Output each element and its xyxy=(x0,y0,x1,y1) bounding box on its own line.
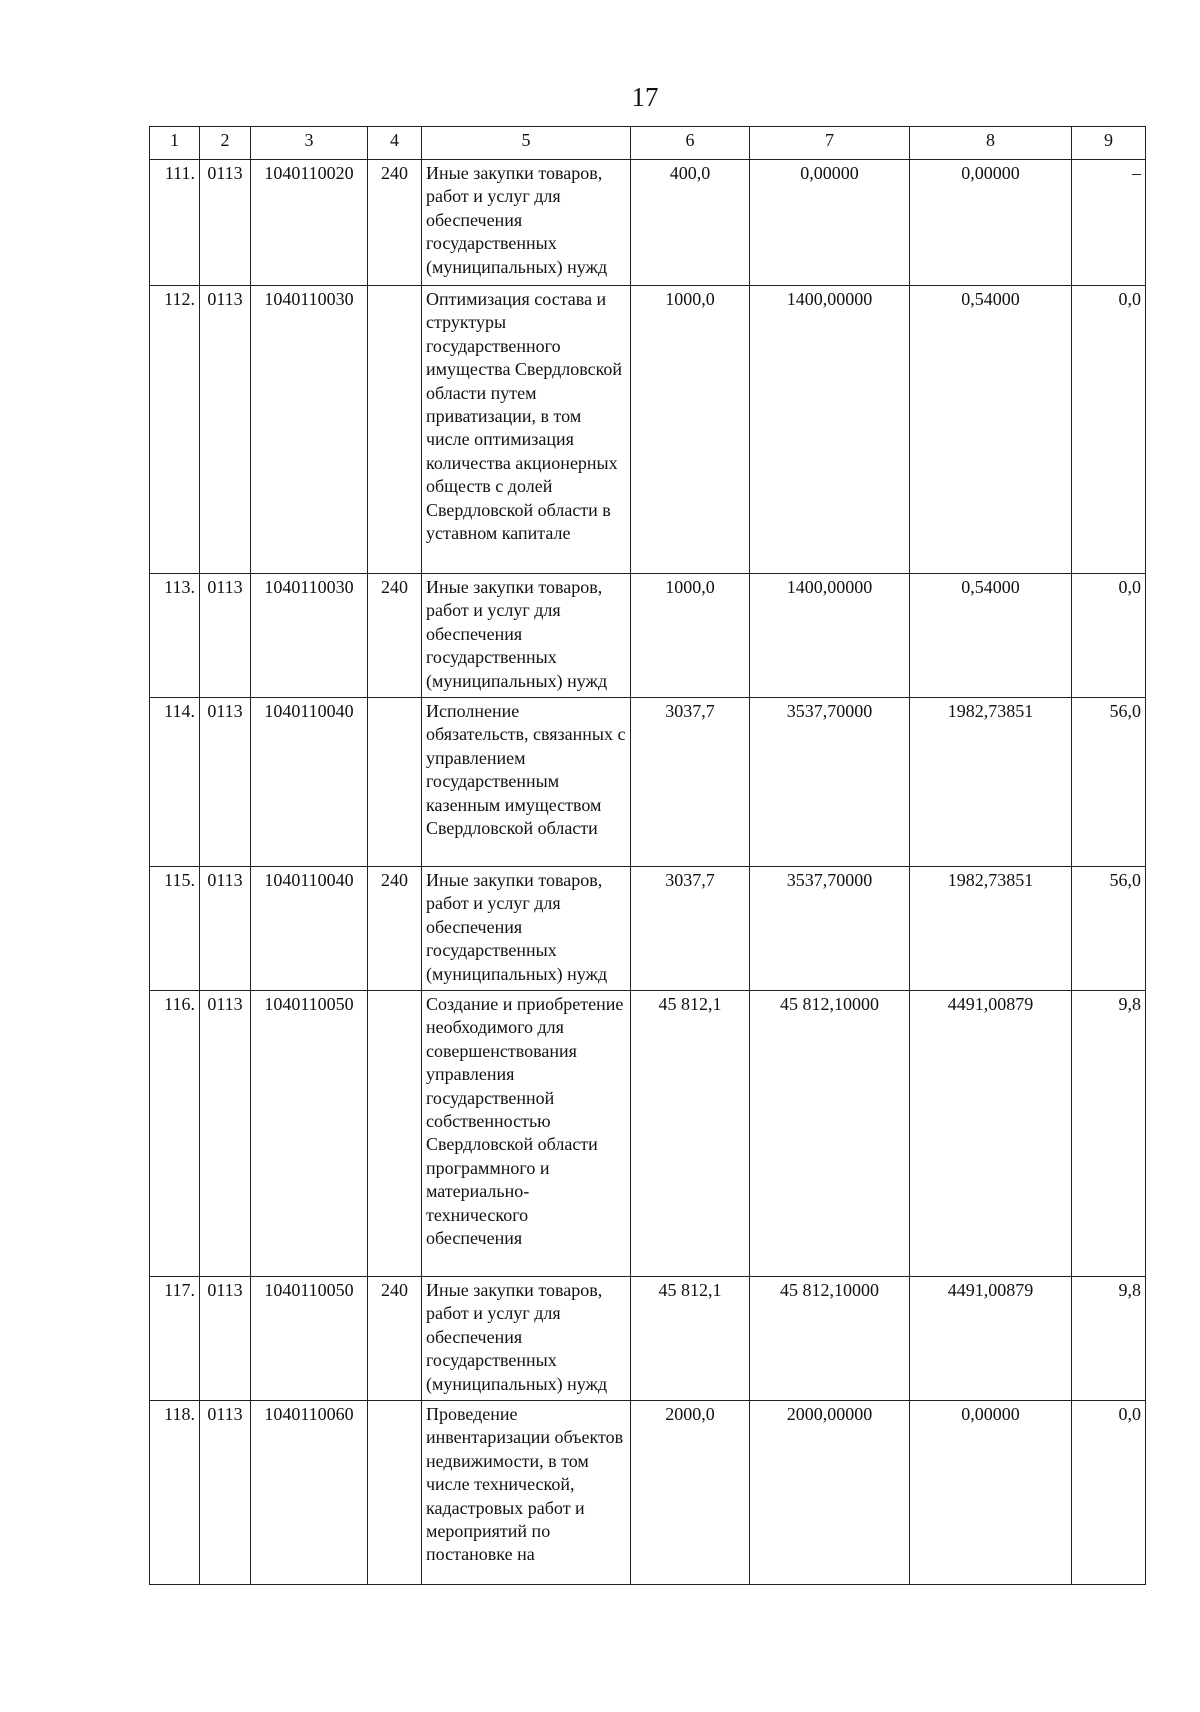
approved-value: 45 812,10000 xyxy=(750,1277,910,1401)
section-code: 0113 xyxy=(200,286,251,574)
executed-value: 0,00000 xyxy=(910,1401,1072,1585)
section-code: 0113 xyxy=(200,698,251,867)
expense-type xyxy=(368,991,422,1277)
description: Проведение инвентаризации объектов недвижимости, в том числе технической, кадастровых работ и мероприятий по постановке на xyxy=(422,1401,631,1585)
description: Иные закупки товаров, работ и услуг для обеспечения государственных (муниципальных) нужд xyxy=(422,1277,631,1401)
approved-value: 45 812,10000 xyxy=(750,991,910,1277)
table-header-row xyxy=(150,127,1146,160)
description: Оптимизация состава и структуры государственного имущества Свердловской области путем приватизации, в том числе оптимизация количества акционерных обществ с долей Свердловской области в уставном капитале xyxy=(422,286,631,574)
table-row xyxy=(150,991,1146,1277)
column-header: 3 xyxy=(251,127,368,160)
approved-value: 1400,00000 xyxy=(750,286,910,574)
description: Иные закупки товаров, работ и услуг для обеспечения государственных (муниципальных) нужд xyxy=(422,160,631,286)
plan-value: 45 812,1 xyxy=(631,991,750,1277)
percent-value: 9,8 xyxy=(1072,991,1146,1277)
row-number: 114. xyxy=(150,698,200,867)
percent-value: 56,0 xyxy=(1072,867,1146,991)
target-code: 1040110050 xyxy=(251,1277,368,1401)
expense-type: 240 xyxy=(368,574,422,698)
executed-value: 0,00000 xyxy=(910,160,1072,286)
expense-type: 240 xyxy=(368,1277,422,1401)
description: Создание и приобретение необходимого для совершенствования управления государственной собственностью Свердловской области программного и материально-технического обеспечения xyxy=(422,991,631,1277)
approved-value: 0,00000 xyxy=(750,160,910,286)
executed-value: 1982,73851 xyxy=(910,698,1072,867)
target-code: 1040110030 xyxy=(251,574,368,698)
target-code: 1040110020 xyxy=(251,160,368,286)
section-code: 0113 xyxy=(200,1277,251,1401)
plan-value: 1000,0 xyxy=(631,574,750,698)
table-row xyxy=(150,574,1146,698)
table-row xyxy=(150,1401,1146,1585)
percent-value: 0,0 xyxy=(1072,286,1146,574)
approved-value: 3537,70000 xyxy=(750,698,910,867)
description: Иные закупки товаров, работ и услуг для обеспечения государственных (муниципальных) нужд xyxy=(422,574,631,698)
plan-value: 45 812,1 xyxy=(631,1277,750,1401)
section-code: 0113 xyxy=(200,574,251,698)
plan-value: 2000,0 xyxy=(631,1401,750,1585)
column-header: 2 xyxy=(200,127,251,160)
plan-value: 3037,7 xyxy=(631,698,750,867)
percent-value: 9,8 xyxy=(1072,1277,1146,1401)
table-row xyxy=(150,286,1146,574)
row-number: 116. xyxy=(150,991,200,1277)
row-number: 118. xyxy=(150,1401,200,1585)
column-header: 1 xyxy=(150,127,200,160)
expense-type: 240 xyxy=(368,867,422,991)
description: Исполнение обязательств, связанных с управлением государственным казенным имуществом Свердловской области xyxy=(422,698,631,867)
row-number: 112. xyxy=(150,286,200,574)
row-number: 111. xyxy=(150,160,200,286)
column-header: 4 xyxy=(368,127,422,160)
executed-value: 4491,00879 xyxy=(910,991,1072,1277)
column-header: 9 xyxy=(1072,127,1146,160)
budget-table xyxy=(149,126,1146,1585)
target-code: 1040110040 xyxy=(251,867,368,991)
expense-type xyxy=(368,698,422,867)
table-row xyxy=(150,160,1146,286)
target-code: 1040110030 xyxy=(251,286,368,574)
section-code: 0113 xyxy=(200,991,251,1277)
table-row xyxy=(150,1277,1146,1401)
expense-type xyxy=(368,286,422,574)
table-row xyxy=(150,698,1146,867)
executed-value: 0,54000 xyxy=(910,574,1072,698)
column-header: 8 xyxy=(910,127,1072,160)
expense-type: 240 xyxy=(368,160,422,286)
executed-value: 1982,73851 xyxy=(910,867,1072,991)
executed-value: 0,54000 xyxy=(910,286,1072,574)
section-code: 0113 xyxy=(200,1401,251,1585)
row-number: 117. xyxy=(150,1277,200,1401)
percent-value: – xyxy=(1072,160,1146,286)
row-number: 115. xyxy=(150,867,200,991)
plan-value: 1000,0 xyxy=(631,286,750,574)
description: Иные закупки товаров, работ и услуг для обеспечения государственных (муниципальных) нужд xyxy=(422,867,631,991)
section-code: 0113 xyxy=(200,160,251,286)
approved-value: 2000,00000 xyxy=(750,1401,910,1585)
target-code: 1040110060 xyxy=(251,1401,368,1585)
expense-type xyxy=(368,1401,422,1585)
plan-value: 400,0 xyxy=(631,160,750,286)
target-code: 1040110050 xyxy=(251,991,368,1277)
page-number: 17 xyxy=(631,82,659,112)
column-header: 6 xyxy=(631,127,750,160)
approved-value: 1400,00000 xyxy=(750,574,910,698)
column-header: 5 xyxy=(422,127,631,160)
percent-value: 0,0 xyxy=(1072,574,1146,698)
target-code: 1040110040 xyxy=(251,698,368,867)
approved-value: 3537,70000 xyxy=(750,867,910,991)
percent-value: 0,0 xyxy=(1072,1401,1146,1585)
table-row xyxy=(150,867,1146,991)
plan-value: 3037,7 xyxy=(631,867,750,991)
section-code: 0113 xyxy=(200,867,251,991)
column-header: 7 xyxy=(750,127,910,160)
row-number: 113. xyxy=(150,574,200,698)
executed-value: 4491,00879 xyxy=(910,1277,1072,1401)
percent-value: 56,0 xyxy=(1072,698,1146,867)
